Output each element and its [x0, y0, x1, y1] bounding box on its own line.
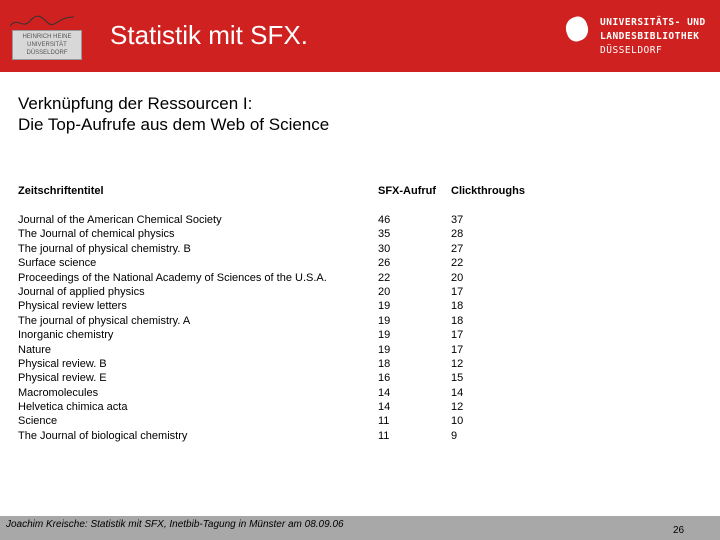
- journal-title: The Journal of biological chemistry: [18, 429, 188, 442]
- journal-title: Helvetica chimica acta: [18, 401, 128, 414]
- column-header-title: Zeitschriftentitel: [18, 185, 104, 197]
- clickthrough-column: [451, 213, 463, 443]
- journal-title: Physical review. B: [18, 357, 107, 370]
- clickthrough-count: 9: [451, 429, 458, 442]
- signature-icon: [8, 14, 78, 30]
- clickthrough-count: 18: [451, 314, 464, 327]
- journal-title: The journal of physical chemistry. A: [18, 314, 191, 327]
- sfx-count: 11: [378, 415, 390, 428]
- page-number: 26: [673, 525, 685, 536]
- sfx-count: 46: [378, 214, 391, 226]
- column-header-sfx: SFX-Aufruf: [378, 185, 437, 197]
- slide-title: Statistik mit SFX.: [110, 20, 308, 50]
- clickthrough-count: 27: [451, 242, 464, 255]
- clickthrough-count: 20: [451, 271, 464, 284]
- journal-title: Journal of applied physics: [18, 285, 145, 298]
- sfx-count: 14: [378, 401, 391, 414]
- sfx-count: 14: [378, 386, 391, 399]
- sfx-count: 18: [378, 357, 391, 370]
- sfx-count: 30: [378, 242, 391, 255]
- journal-title: Nature: [18, 343, 52, 356]
- clickthrough-count: 14: [451, 386, 464, 399]
- sfx-count: 26: [378, 257, 391, 270]
- clickthrough-count: 17: [451, 329, 464, 342]
- ulb-logo: [566, 14, 716, 64]
- column-header-clickthroughs: Clickthroughs: [451, 185, 525, 197]
- header-bar: [0, 0, 720, 72]
- sfx-count: 11: [378, 429, 390, 442]
- ulb-logo-line: LANDESBIBLIOTHEK: [600, 31, 700, 42]
- slide-subtitle: [18, 93, 329, 135]
- clickthrough-count: 22: [451, 257, 464, 270]
- footer-bar: [0, 516, 720, 540]
- journal-title: Journal of the American Chemical Society: [18, 214, 222, 226]
- clickthrough-count: 18: [451, 300, 464, 313]
- ulb-logo-line: DÜSSELDORF: [600, 45, 663, 56]
- clickthrough-count: 12: [451, 357, 464, 370]
- sfx-count: 20: [378, 285, 391, 298]
- clickthrough-count: 37: [451, 214, 464, 226]
- clickthrough-count: 28: [451, 228, 464, 241]
- journal-title-column: [18, 213, 327, 443]
- journal-title: The Journal of chemical physics: [18, 228, 175, 241]
- journal-title: Macromolecules: [18, 386, 99, 399]
- ulb-logo-line: UNIVERSITÄTS- UND: [600, 17, 706, 28]
- sfx-count: 19: [378, 314, 391, 327]
- clickthrough-count: 12: [451, 401, 464, 414]
- sfx-count: 16: [378, 372, 391, 385]
- hhu-logo-box: [12, 30, 82, 60]
- journal-title: Science: [18, 415, 58, 428]
- hhu-logo: [8, 14, 84, 60]
- subtitle-line: Die Top-Aufrufe aus dem Web of Science: [18, 115, 330, 134]
- ulb-logo-icon: [563, 14, 592, 44]
- sfx-count: 22: [378, 271, 391, 284]
- journal-title: Inorganic chemistry: [18, 329, 114, 342]
- clickthrough-count: 17: [451, 343, 464, 356]
- sfx-count: 19: [378, 329, 391, 342]
- clickthrough-count: 10: [451, 415, 464, 428]
- clickthrough-count: 15: [451, 372, 464, 385]
- journal-title: Surface science: [18, 257, 97, 270]
- sfx-count: 19: [378, 300, 391, 313]
- sfx-count: 19: [378, 343, 391, 356]
- footer-text: Joachim Kreische: Statistik mit SFX, Inetbib-Tagung in Münster am 08.09.06: [6, 519, 344, 530]
- journal-title: Physical review letters: [18, 300, 127, 313]
- sfx-count: 35: [378, 228, 391, 241]
- journal-title: Proceedings of the National Academy of Sciences of the U.S.A.: [18, 271, 327, 284]
- hhu-logo-text: HEINRICH HEINE UNIVERSITÄT DÜSSELDORF: [22, 34, 72, 56]
- clickthrough-count: 17: [451, 285, 464, 298]
- journal-title: The journal of physical chemistry. B: [18, 242, 191, 255]
- sfx-count-column: [378, 213, 390, 443]
- subtitle-line: Verknüpfung der Ressourcen I:: [18, 94, 253, 113]
- journal-title: Physical review. E: [18, 372, 107, 385]
